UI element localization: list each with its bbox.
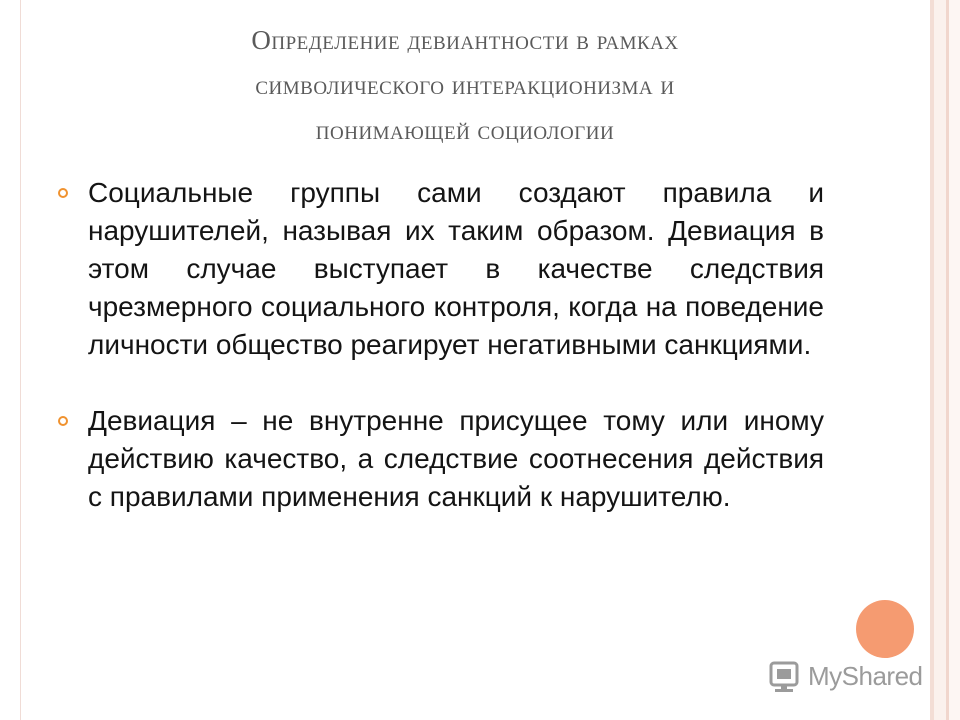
bullet-list [58,174,824,554]
slide-title-line: Определение девиантности в рамках [251,25,679,55]
bullet-item [58,174,824,364]
hollow-circle-bullet-icon [58,188,68,198]
hollow-circle-bullet-icon [58,416,68,426]
decorative-circle [856,600,914,658]
bullet-text: Девиация – не внутренне присущее тому или иному действию качество, а следствие соотнесения действия с правилами применения санкций к нарушителю. [88,405,824,512]
slide-title [40,18,890,153]
border-stripe [934,0,946,720]
bullet-item [58,402,824,516]
bullet-text: Социальные группы сами создают правила и нарушителей, называя их таким образом. Девиация в этом случае выступает в качестве следствия чрезмерного социального контроля, когда на поведение личности общество реагирует негативными санкциями. [88,177,824,360]
watermark-label: MyShared [808,660,923,691]
slide-title-line: понимающей социологии [315,115,615,145]
slide-title-line: символического интеракционизма и [255,70,675,100]
myshared-logo-icon [768,658,804,694]
border-stripe [949,0,960,720]
myshared-watermark [768,656,923,696]
